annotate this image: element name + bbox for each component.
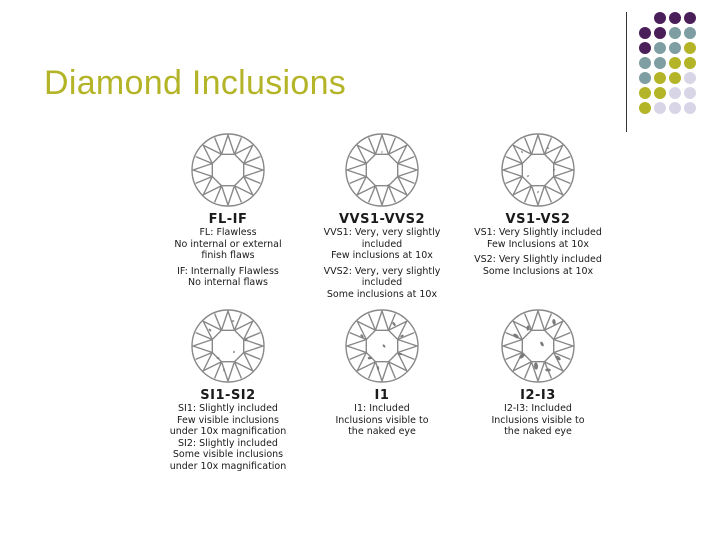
diamond-icon (342, 130, 422, 210)
grade-description: VS2: Very Slightly included Some Inclusions at 10x (474, 254, 602, 277)
grade-label: I2-I3 (520, 388, 556, 403)
diamond-icon (498, 306, 578, 386)
grade-description: FL: Flawless No internal or external finish flaws (174, 227, 282, 261)
decorative-dot (669, 27, 681, 39)
decorative-dot (654, 57, 666, 69)
grade-description: VS1: Very Slightly included Few Inclusions at 10x (474, 227, 602, 250)
decorative-dot-grid (0, 0, 720, 140)
decorative-dot (654, 12, 666, 24)
grade-description: I1: Included Inclusions visible to the naked eye (335, 403, 429, 437)
decorative-dot (684, 72, 696, 84)
grade-cell-i2-i3 (460, 306, 616, 438)
diamond-icon (188, 306, 268, 386)
decorative-dot (684, 12, 696, 24)
decorative-dot (654, 87, 666, 99)
diamond-icon (188, 130, 268, 210)
grade-label: I1 (374, 388, 390, 403)
decorative-dot (639, 42, 651, 54)
decorative-dot (639, 72, 651, 84)
decorative-dot (684, 87, 696, 99)
grade-description: SI2: Slightly included Some visible inclusions under 10x magnification (169, 437, 287, 472)
grade-description: VVS1: Very, very slightly included Few inclusions at 10x (323, 227, 441, 261)
grade-description: IF: Internally Flawless No internal flaws (177, 265, 279, 288)
grade-label: FL-IF (208, 212, 248, 227)
grade-description: VVS2: Very, very slightly included Some inclusions at 10x (323, 265, 441, 300)
decorative-dot (669, 42, 681, 54)
decorative-dot (684, 27, 696, 39)
decorative-dot (669, 57, 681, 69)
decorative-dot (639, 27, 651, 39)
grade-cell-vvs (304, 130, 460, 300)
decorative-dot (639, 57, 651, 69)
grade-label: VS1-VS2 (505, 212, 571, 227)
decorative-dot (669, 12, 681, 24)
decorative-dot (669, 102, 681, 114)
grade-description: I2-I3: Included Inclusions visible to the naked eye (491, 403, 585, 437)
decorative-dot (654, 27, 666, 39)
grade-label: VVS1-VVS2 (338, 212, 425, 227)
decorative-dot (684, 102, 696, 114)
slide-title: Diamond Inclusions (44, 64, 347, 102)
decorative-dot (639, 87, 651, 99)
decorative-dot (684, 42, 696, 54)
decorative-dot (669, 72, 681, 84)
grade-cell-i1 (304, 306, 460, 438)
decorative-dot (654, 42, 666, 54)
decorative-dot (639, 102, 651, 114)
decorative-dot (654, 102, 666, 114)
grade-label: SI1-SI2 (200, 388, 256, 403)
diamond-clarity-figure (150, 130, 620, 480)
grade-cell-fl-if (150, 130, 306, 289)
grade-cell-si (150, 306, 306, 472)
grade-cell-vs (460, 130, 616, 277)
diamond-icon (342, 306, 422, 386)
decorative-dot (684, 57, 696, 69)
grade-description: SI1: Slightly included Few visible inclusions under 10x magnification (169, 403, 287, 437)
diamond-icon (498, 130, 578, 210)
decorative-dot (654, 72, 666, 84)
decorative-dot (669, 87, 681, 99)
